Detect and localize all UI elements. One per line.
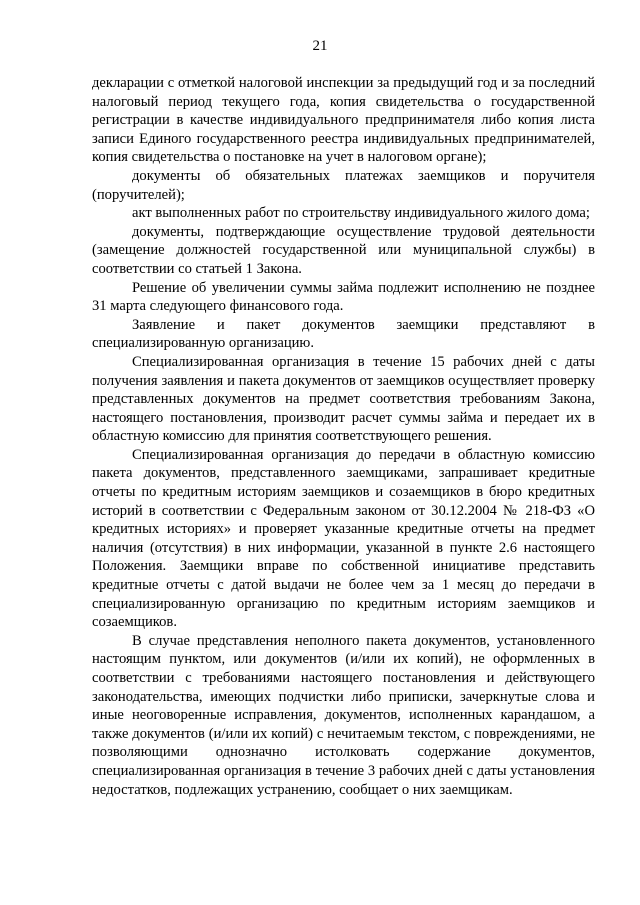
paragraph: В случае представления неполного пакета документов, установленного настоящим пунктом, или документов (и/или их копий), не оформленных в соответствии с требованиями настоящего постановления и действующего законодательства, имеющих подчистки либо приписки, зачеркнутые слова и иные неоговоренные исправления, документов, исполненных карандашом, а также документов (и/или их копий) с нечитаемым текстом, с повреждениями, не позволяющими однозначно истолковать содержание документов, специализированная организация в течение 3 рабочих дней с даты установления недостатков, подлежащих устранению, сообщает о них заемщикам. <box>92 632 595 798</box>
paragraph: Решение об увеличении суммы займа подлежит исполнению не позднее 31 марта следующего финансового года. <box>92 279 595 315</box>
document-body <box>92 74 595 799</box>
paragraph: акт выполненных работ по строительству индивидуального жилого дома; <box>132 205 590 222</box>
paragraph: документы об обязательных платежах заемщиков и поручителя (поручителей); <box>92 167 595 203</box>
paragraph: Специализированная организация до передачи в областную комиссию пакета документов, представленного заемщиками, запрашивает кредитные отчеты по кредитным историям заемщиков и созаемщиков в бюро кредитных историй в соответствии с Федеральным законом от 30.12.2004 № 218-ФЗ «О кредитных историях» и проверяет указанные кредитные отчеты на предмет наличия (отсутствия) в них информации, указанной в пункте 2.6 настоящего Положения. Заемщики вправе по собственной инициативе представить кредитные отчеты с датой выдачи не более чем за 1 месяц до передачи в специализированную организацию по кредитным историям заемщиков и созаемщиков. <box>92 446 595 631</box>
paragraph: Заявление и пакет документов заемщики представляют в специализированную организацию. <box>92 316 595 352</box>
page-number: 21 <box>312 38 328 54</box>
paragraph: Специализированная организация в течение 15 рабочих дней с даты получения заявления и пакета документов от заемщиков осуществляет проверку представленных документов на предмет соответствия требованиям Закона, настоящего постановления, производит расчет суммы займа и передает их в областную комиссию для принятия соответствующего решения. <box>92 353 595 445</box>
paragraph: декларации с отметкой налоговой инспекции за предыдущий год и за последний налоговый период текущего года, копия свидетельства о государственной регистрации в качестве индивидуального предпринимателя либо копия листа записи Единого государственного реестра индивидуальных предпринимателей, копия свидетельства о постановке на учет в налоговом органе); <box>92 75 595 166</box>
paragraph: документы, подтверждающие осуществление трудовой деятельности (замещение должностей государственной или муниципальной службы) в соответствии со статьей 1 Закона. <box>92 223 595 277</box>
